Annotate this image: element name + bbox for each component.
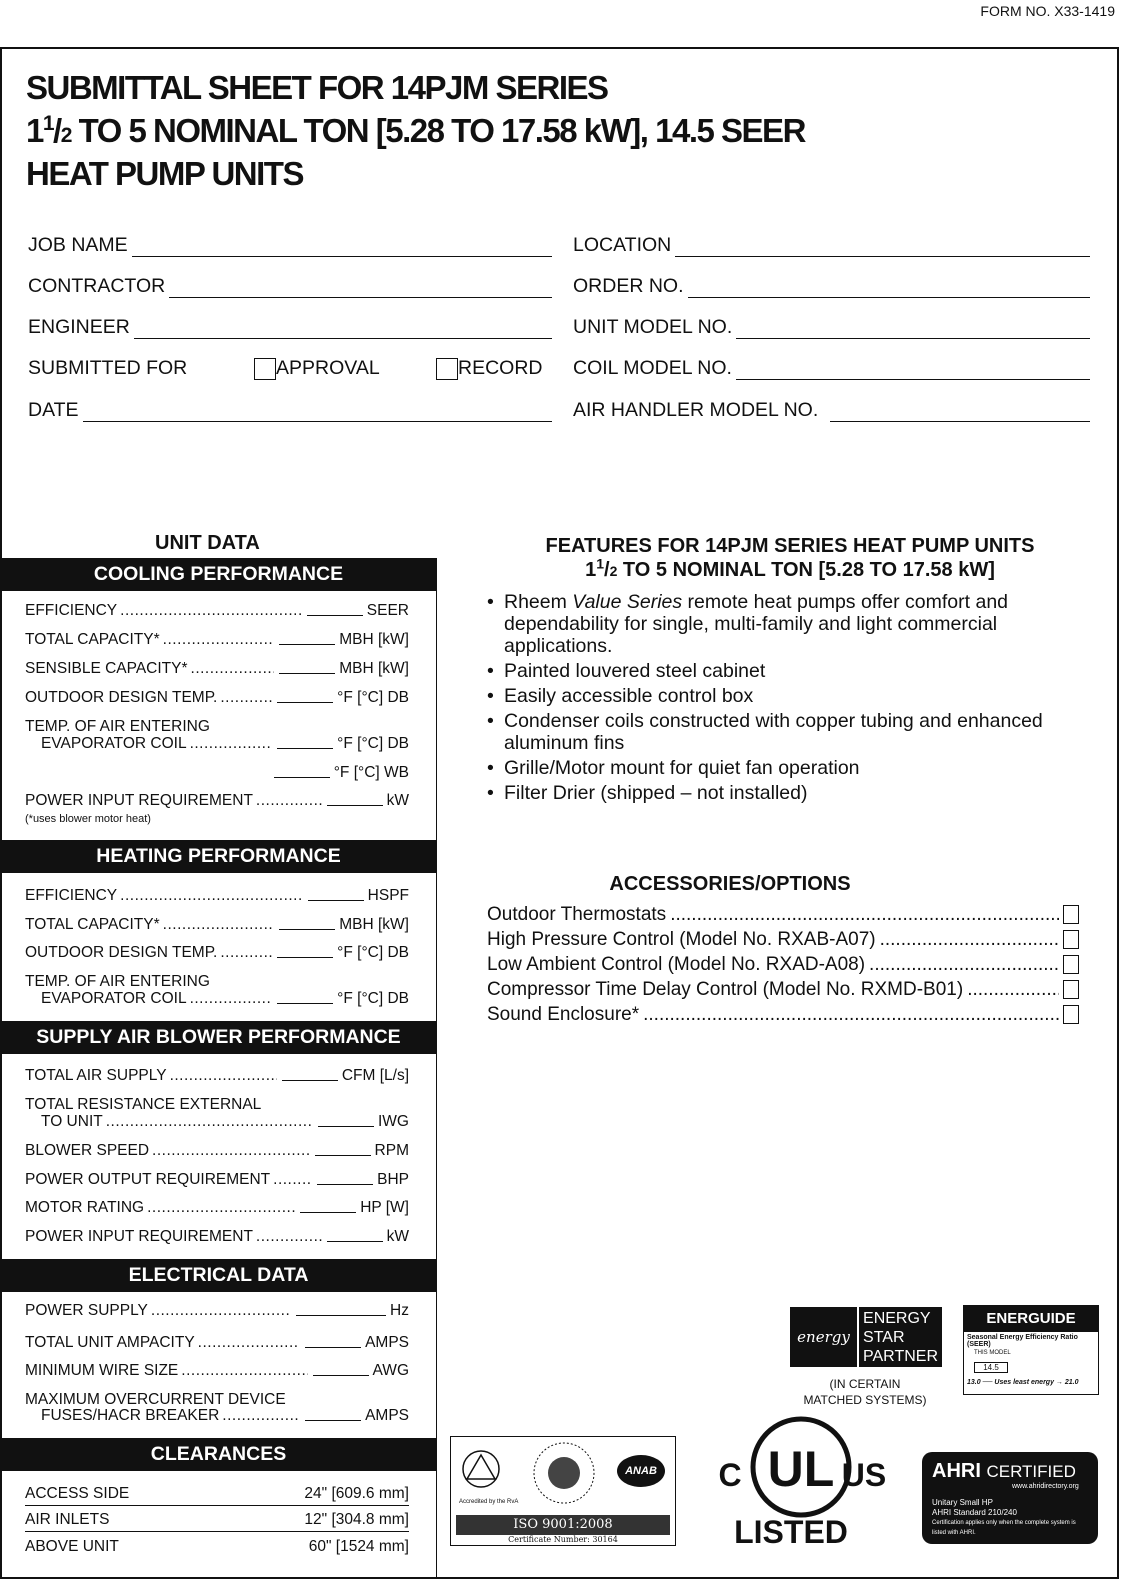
blower-performance-heading: SUPPLY AIR BLOWER PERFORMANCE (0, 1021, 437, 1054)
cooling-evaporator-db-row[interactable]: EVAPORATOR COIL ..... °F [°C] DB (25, 735, 409, 753)
accessory-item: Outdoor Thermostats ..... (487, 902, 1079, 927)
job-name-field[interactable]: JOB NAME (28, 231, 552, 257)
energy-star-note: (IN CERTAIN MATCHED SYSTEMS) (803, 1377, 927, 1407)
heating-temp-air-label: TEMP. OF AIR ENTERING (25, 973, 210, 990)
overcurrent-row[interactable]: FUSES/HACR BREAKER ..... AMPS (25, 1407, 409, 1425)
ul-listed-logo (716, 1410, 886, 1550)
list-item: • Grille/Motor mount for quiet fan operation (487, 757, 1087, 779)
accessory-item: Compressor Time Delay Control (Model No. RXMD-B01) ..... (487, 977, 1079, 1002)
heating-performance-heading: HEATING PERFORMANCE (0, 840, 437, 873)
unit-data-heading: UNIT DATA (155, 532, 260, 554)
accessory-checkbox[interactable] (1063, 980, 1079, 999)
cooling-efficiency-row[interactable]: EFFICIENCY ..... SEER (25, 602, 409, 620)
energuide-label: ENERGUIDE Seasonal Energy Efficiency Ratio (SEER) THIS MODEL 14.5 13.0 ── Uses least energy → 21.0 (963, 1305, 1099, 1395)
ul-c-text: C (718, 1457, 742, 1493)
cooling-total-capacity-row[interactable]: TOTAL CAPACITY* ..... MBH [kW] (25, 631, 409, 649)
resistance-label: TOTAL RESISTANCE EXTERNAL (25, 1096, 262, 1113)
list-item: • Rheem Value Series remote heat pumps offer comfort and dependability for single, multi-family and light commercial applications. (487, 591, 1087, 657)
features-heading: FEATURES FOR 14PJM SERIES HEAT PUMP UNITS $1^1/2$ TO 5 NOMINAL TON [5.28 TO 17.58 kW] (545, 535, 1035, 581)
ahri-certified-logo: AHRI CERTIFIED www.ahridirectory.org Unitary Small HP AHRI Standard 210/240 Certification applies only when the complete system is listed with AHRI. (922, 1452, 1098, 1544)
accessories-list (487, 902, 1079, 1027)
clearance-row: AIR INLETS 12" [304.8 mm] (25, 1511, 409, 1532)
iso-certification-logo: ANAB Accredited by the RvA ISO 9001:2008 Certificate Number: 30164 (450, 1436, 676, 1546)
energy-star-logo: energy ENERGY STAR PARTNER (790, 1307, 942, 1367)
power-output-row[interactable]: POWER OUTPUT REQUIREMENT ..... BHP (25, 1171, 409, 1189)
heating-total-capacity-row[interactable]: TOTAL CAPACITY* ..... MBH [kW] (25, 916, 409, 934)
electrical-data-heading: ELECTRICAL DATA (0, 1259, 437, 1292)
power-supply-row[interactable]: POWER SUPPLY ..... Hz (25, 1302, 409, 1320)
ul-mark-text: UL (767, 1441, 835, 1497)
accessories-heading: ACCESSORIES/OPTIONS (609, 873, 851, 895)
page-title (26, 66, 805, 195)
submitted-for-field: SUBMITTED FOR APPROVAL RECORD (28, 357, 543, 379)
list-item: • Condenser coils constructed with copper tubing and enhanced aluminum fins (487, 710, 1087, 754)
title-line-2: $1^1/2$ TO 5 NOMINAL TON [5.28 TO 17.58 kW], 14.5 SEER (26, 112, 805, 149)
blower-heat-note: (*uses blower motor heat) (25, 813, 151, 825)
date-field[interactable]: DATE (28, 396, 552, 422)
contractor-field[interactable]: CONTRACTOR (28, 272, 552, 298)
energy-star-icon: energy (790, 1307, 857, 1367)
ul-listed-text: LISTED (734, 1514, 848, 1550)
clearances-heading: CLEARANCES (0, 1438, 437, 1471)
coil-model-no-field[interactable]: COIL MODEL NO. (573, 354, 1090, 380)
accessory-checkbox[interactable] (1063, 930, 1079, 949)
ampacity-row[interactable]: TOTAL UNIT AMPACITY ..... AMPS (25, 1334, 409, 1352)
accessory-checkbox[interactable] (1063, 955, 1079, 974)
accessory-checkbox[interactable] (1063, 905, 1079, 924)
approval-checkbox[interactable] (254, 358, 276, 380)
wire-size-row[interactable]: MINIMUM WIRE SIZE ..... AWG (25, 1362, 409, 1380)
cooling-sensible-capacity-row[interactable]: SENSIBLE CAPACITY* ..... MBH [kW] (25, 660, 409, 678)
features-list (487, 591, 1087, 807)
total-air-supply-row[interactable]: TOTAL AIR SUPPLY ..... CFM [L/s] (25, 1067, 409, 1085)
accessory-item: Sound Enclosure* ..... (487, 1002, 1079, 1027)
title-line-3: HEAT PUMP UNITS (26, 155, 303, 192)
engineer-field[interactable]: ENGINEER (28, 313, 552, 339)
cooling-temp-air-label: TEMP. OF AIR ENTERING (25, 718, 210, 735)
cooling-performance-heading: COOLING PERFORMANCE (0, 558, 437, 591)
cooling-outdoor-temp-row[interactable]: OUTDOOR DESIGN TEMP. ..... °F [°C] DB (25, 689, 409, 707)
order-no-field[interactable]: ORDER NO. (573, 272, 1090, 298)
title-line-1: SUBMITTAL SHEET FOR 14PJM SERIES (26, 69, 608, 106)
heating-efficiency-row[interactable]: EFFICIENCY ..... HSPF (25, 887, 409, 905)
clearance-row: ACCESS SIDE 24" [609.6 mm] (25, 1485, 409, 1506)
list-item: • Painted louvered steel cabinet (487, 660, 1087, 682)
blower-power-input-row[interactable]: POWER INPUT REQUIREMENT ..... kW (25, 1228, 409, 1246)
overcurrent-label: MAXIMUM OVERCURRENT DEVICE (25, 1391, 286, 1408)
record-checkbox[interactable] (436, 358, 458, 380)
accessory-checkbox[interactable] (1063, 1005, 1079, 1024)
form-number: FORM NO. X33-1419 (980, 3, 1115, 19)
motor-rating-row[interactable]: MOTOR RATING ..... HP [W] (25, 1199, 409, 1217)
location-field[interactable]: LOCATION (573, 231, 1090, 257)
heating-evaporator-db-row[interactable]: EVAPORATOR COIL ..... °F [°C] DB (25, 990, 409, 1008)
cooling-evaporator-wb-row[interactable]: °F [°C] WB (25, 764, 409, 782)
accessory-item: Low Ambient Control (Model No. RXAD-A08) ..... (487, 952, 1079, 977)
resistance-row[interactable]: TO UNIT ..... IWG (25, 1113, 409, 1131)
cooling-power-input-row[interactable]: POWER INPUT REQUIREMENT ..... kW (25, 792, 409, 810)
list-item: • Easily accessible control box (487, 685, 1087, 707)
air-handler-model-no-field[interactable]: AIR HANDLER MODEL NO. (573, 396, 1090, 422)
heating-outdoor-temp-row[interactable]: OUTDOOR DESIGN TEMP. ..... °F [°C] DB (25, 944, 409, 962)
list-item: • Filter Drier (shipped – not installed) (487, 782, 1087, 804)
unit-model-no-field[interactable]: UNIT MODEL NO. (573, 313, 1090, 339)
blower-speed-row[interactable]: BLOWER SPEED ..... RPM (25, 1142, 409, 1160)
accessory-item: High Pressure Control (Model No. RXAB-A07) ..... (487, 927, 1079, 952)
clearance-row: ABOVE UNIT 60" [1524 mm] (25, 1538, 409, 1555)
ul-us-text: US (841, 1457, 886, 1493)
